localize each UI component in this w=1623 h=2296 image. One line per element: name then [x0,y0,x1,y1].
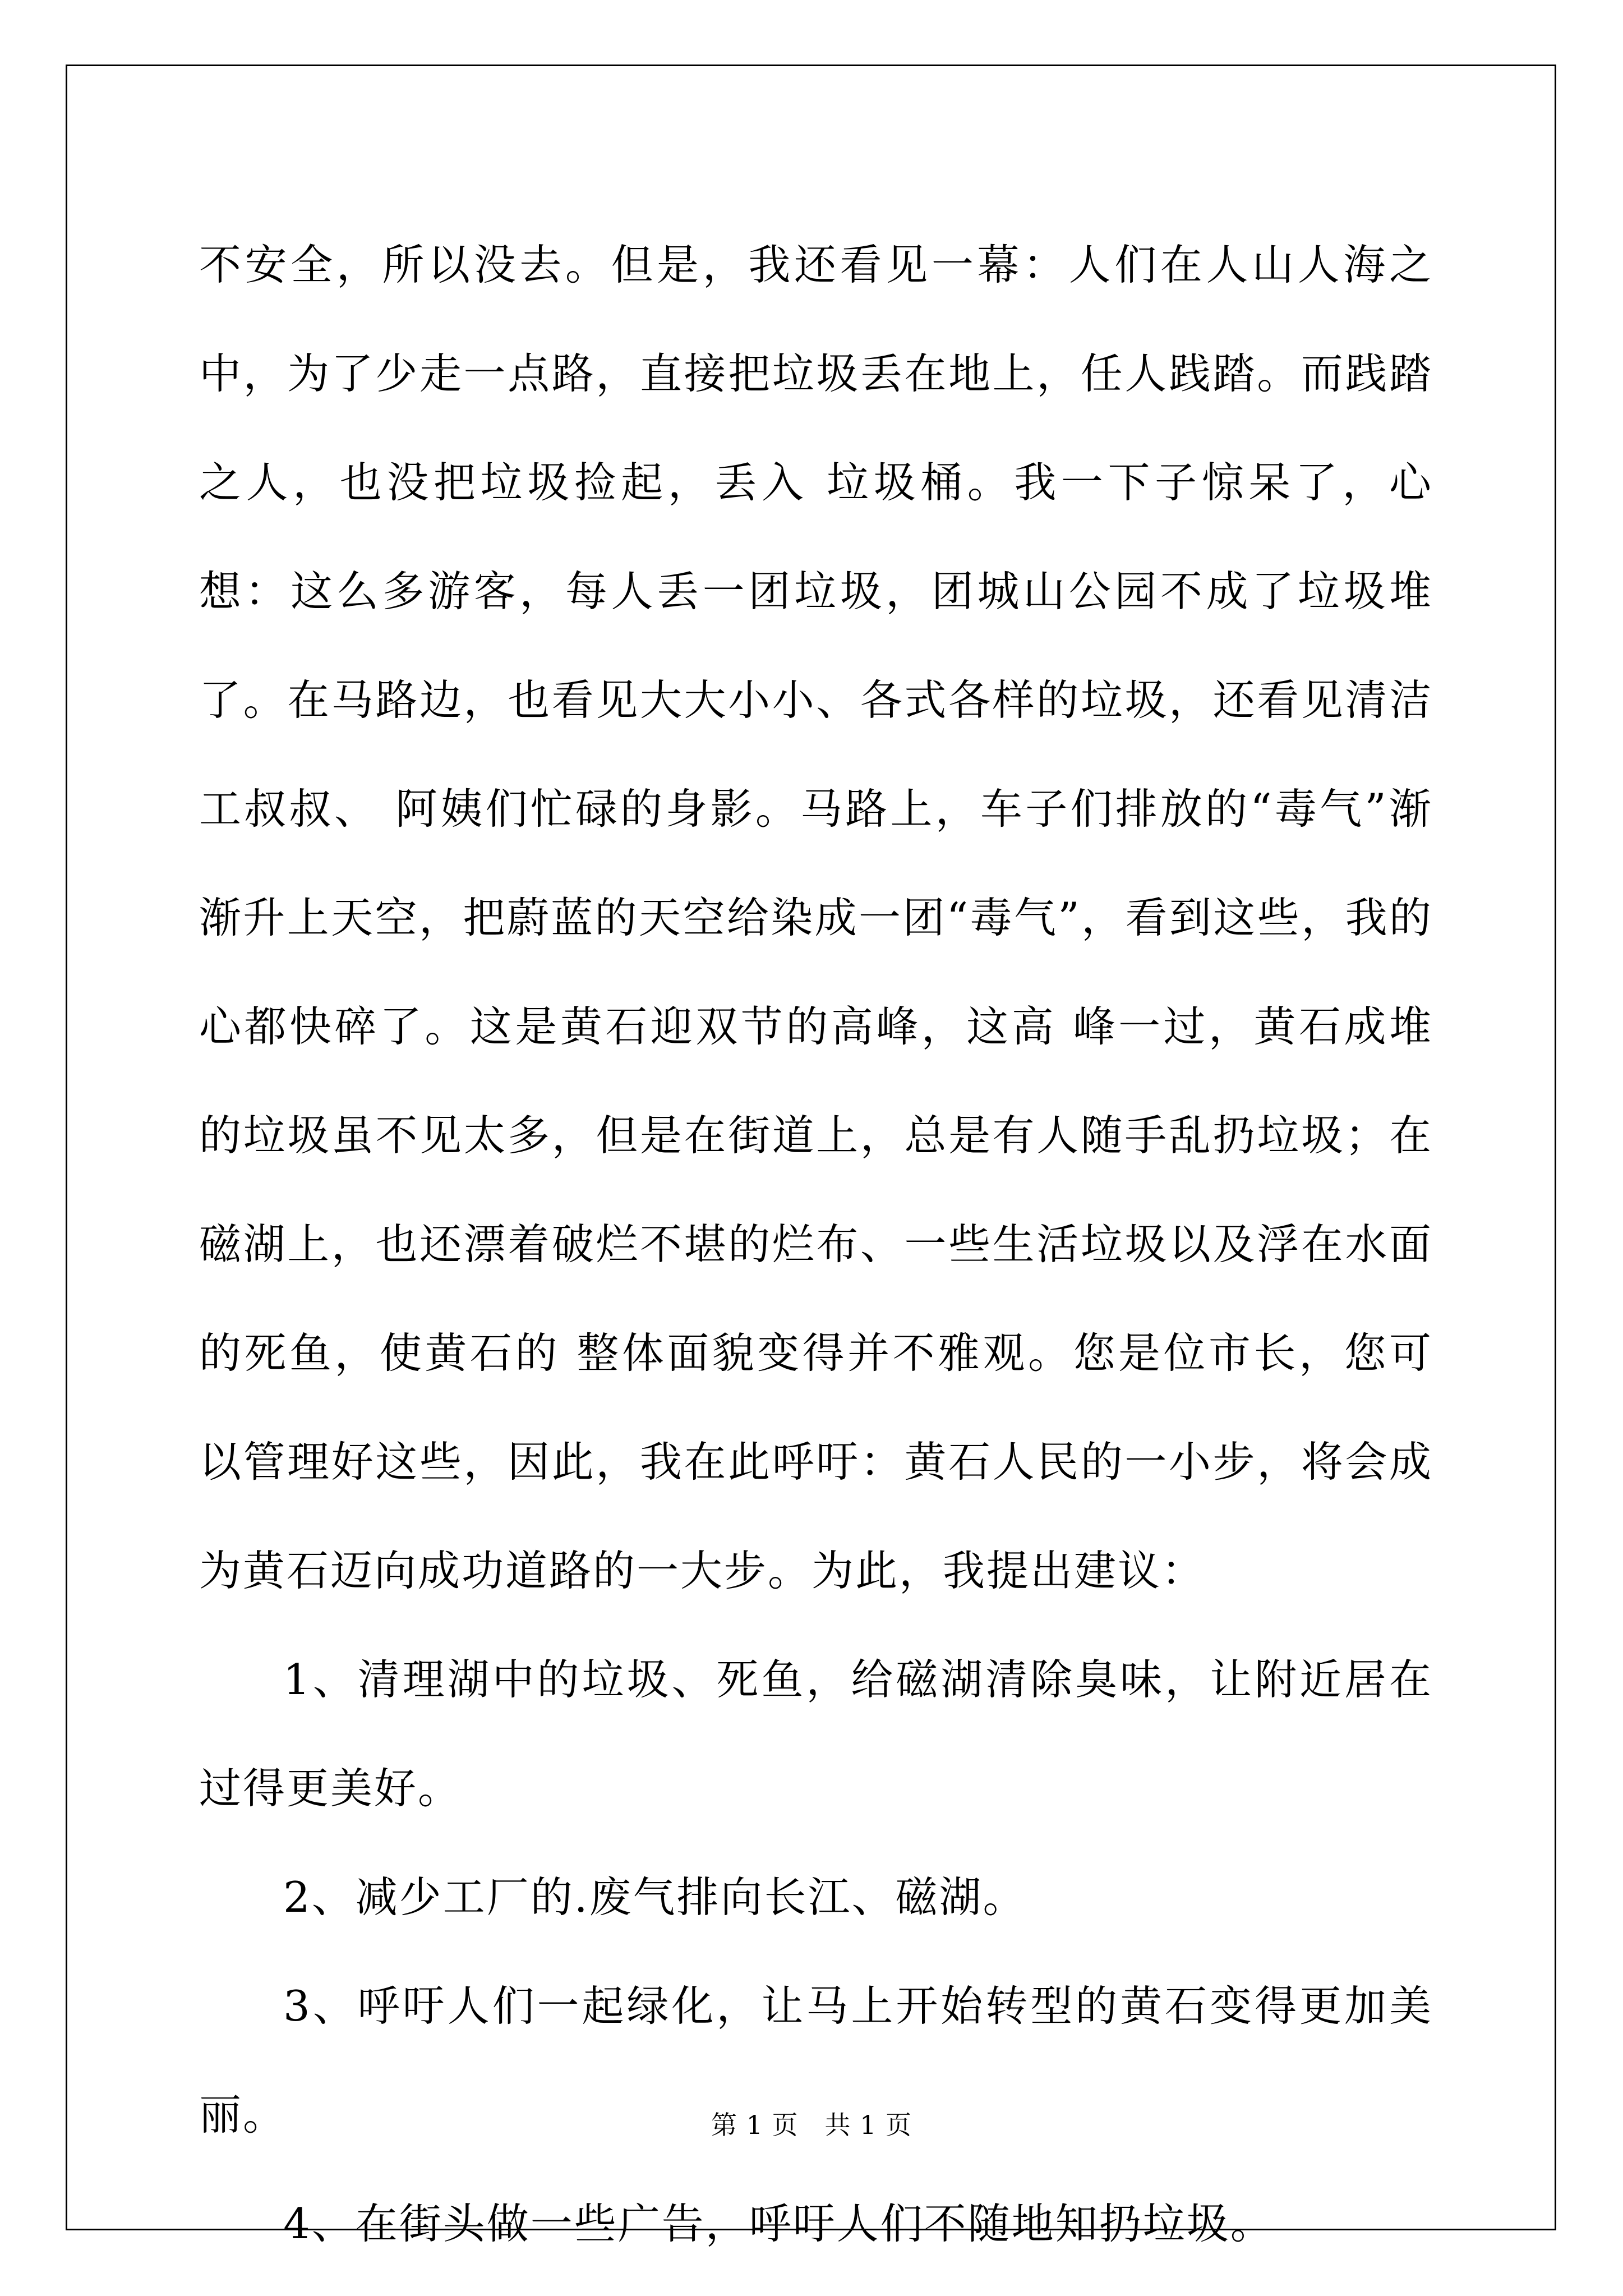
document-body [199,210,1433,2278]
page-footer: 第 1 页 共 1 页 [711,2110,912,2140]
suggestion-item-2: 2、减少工厂的.废气排向长江、磁湖。 [283,1872,1027,1922]
suggestion-item-4: 4、在街头做一些广告，呼吁人们不随地知扔垃圾。 [283,2199,1274,2248]
suggestion-item-3: 3、呼吁人们一起绿化，让马上开始转型的黄石变得更加美丽。 [199,1981,1433,2139]
body-paragraph: 不安全，所以没去。但是，我还看见一幕：人们在人山人海之中，为了少走一点路，直接把垃圾丢在地上，任人践踏。而践踏之人，也没把垃圾捡起，丢入 垃圾桶。我一下子惊呆了，心想：这么多游客，每人丢一团垃圾，团城山公园不成了垃圾堆了。在马路边，也看见大大小小、各式各样的垃圾，还看见清洁工叔叔、 阿姨们忙碌的身影。马路上，车子们排放的“毒气”渐渐升上天空，把蔚蓝的天空给染成一团“毒气”，看到这些，我的心都快碎了。这是黄石迎双节的高峰，这高 峰一过，黄石成堆的垃圾虽不见太多，但是在街道上，总是有人随手乱扔垃圾；在磁湖上，也还漂着破烂不堪的烂布、一些生活垃圾以及浮在水面的死鱼，使黄石的 整体面貌变得并不雅观。您是位市长，您可以管理好这些，因此，我在此呼吁：黄石人民的一小步，将会成为黄石迈向成功道路的一大步。为此，我提出建议： [199,240,1433,1595]
suggestion-item-1: 1、清理湖中的垃圾、死鱼，给磁湖清除臭味，让附近居在过得更美好。 [199,1655,1433,1813]
